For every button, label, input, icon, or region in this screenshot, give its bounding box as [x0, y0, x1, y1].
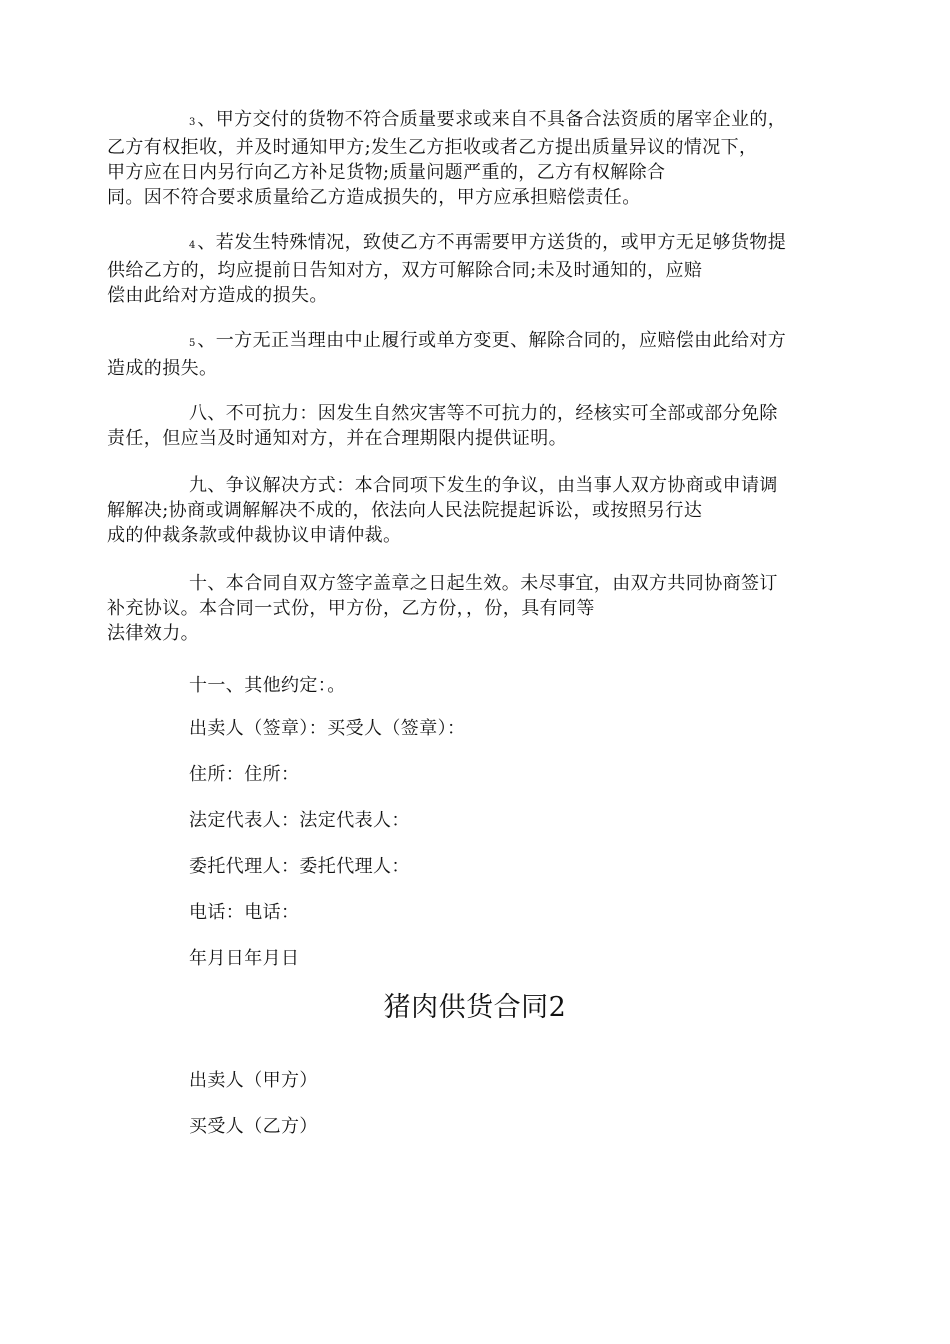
- contract-2-buyer: 买受人（乙方）: [189, 1116, 318, 1137]
- article-9-dispute-resolution: 九、争议解决方式：本合同项下发生的争议，由当事人双方协商或申请调 解解决;协商或调解解决不成的，依法向人民法院提起诉讼，或按照另行达 成的仲裁条款或仲裁协议申请仲裁。: [107, 475, 778, 546]
- clause-4: 4 、若发生特殊情况，致使乙方不再需要甲方送货的，或甲方无足够货物提 供给乙方的，均应提前日告知对方，双方可解除合同;未及时通知的，应赔 偿由此给对方造成的损失。: [107, 232, 787, 306]
- signature-address: 住所：住所：: [189, 764, 300, 785]
- clause-number: 5: [189, 338, 196, 349]
- clause-5: 5 、一方无正当理由中止履行或单方变更、解除合同的，应赔偿由此给对方 造成的损失。: [107, 330, 787, 379]
- article-8-force-majeure: 八、不可抗力：因发生自然灾害等不可抗力的，经核实可全部或部分免除 责任，但应当及时通知对方，并在合理期限内提供证明。: [107, 403, 778, 449]
- contract-2-seller: 出卖人（甲方）: [189, 1070, 318, 1091]
- signature-date: 年月日年月日: [189, 948, 300, 969]
- signature-agent: 委托代理人：委托代理人：: [189, 856, 410, 877]
- signature-legal-representative: 法定代表人：法定代表人：: [189, 810, 410, 831]
- clause-number: 3: [189, 117, 196, 128]
- clause-3: 3 、甲方交付的货物不符合质量要求或来自不具备合法资质的屠宰企业的， 乙方有权拒收，并及时通知甲方;发生乙方拒收或者乙方提出质量异议的情况下， 甲方应在日内另行向乙方补足货物;质量问题严重的，乙方有权解除合 同。因不符合要求质量给乙方造成损失的，甲方应承担赔偿责任。: [107, 109, 787, 208]
- signature-phone: 电话：电话：: [189, 902, 300, 923]
- article-10-effectiveness: 十、本合同自双方签字盖章之日起生效。未尽事宜，由双方共同协商签订 补充协议。本合同一式份，甲方份，乙方份，，份，具有同等 法律效力。: [107, 573, 778, 644]
- article-11-other-terms: 十一、其他约定：。: [189, 675, 346, 696]
- clause-number: 4: [189, 240, 196, 251]
- contract-2-title: 猪肉供货合同2: [383, 992, 567, 1023]
- signature-seller-buyer: 出卖人（签章）：买受人（签章）：: [189, 718, 466, 739]
